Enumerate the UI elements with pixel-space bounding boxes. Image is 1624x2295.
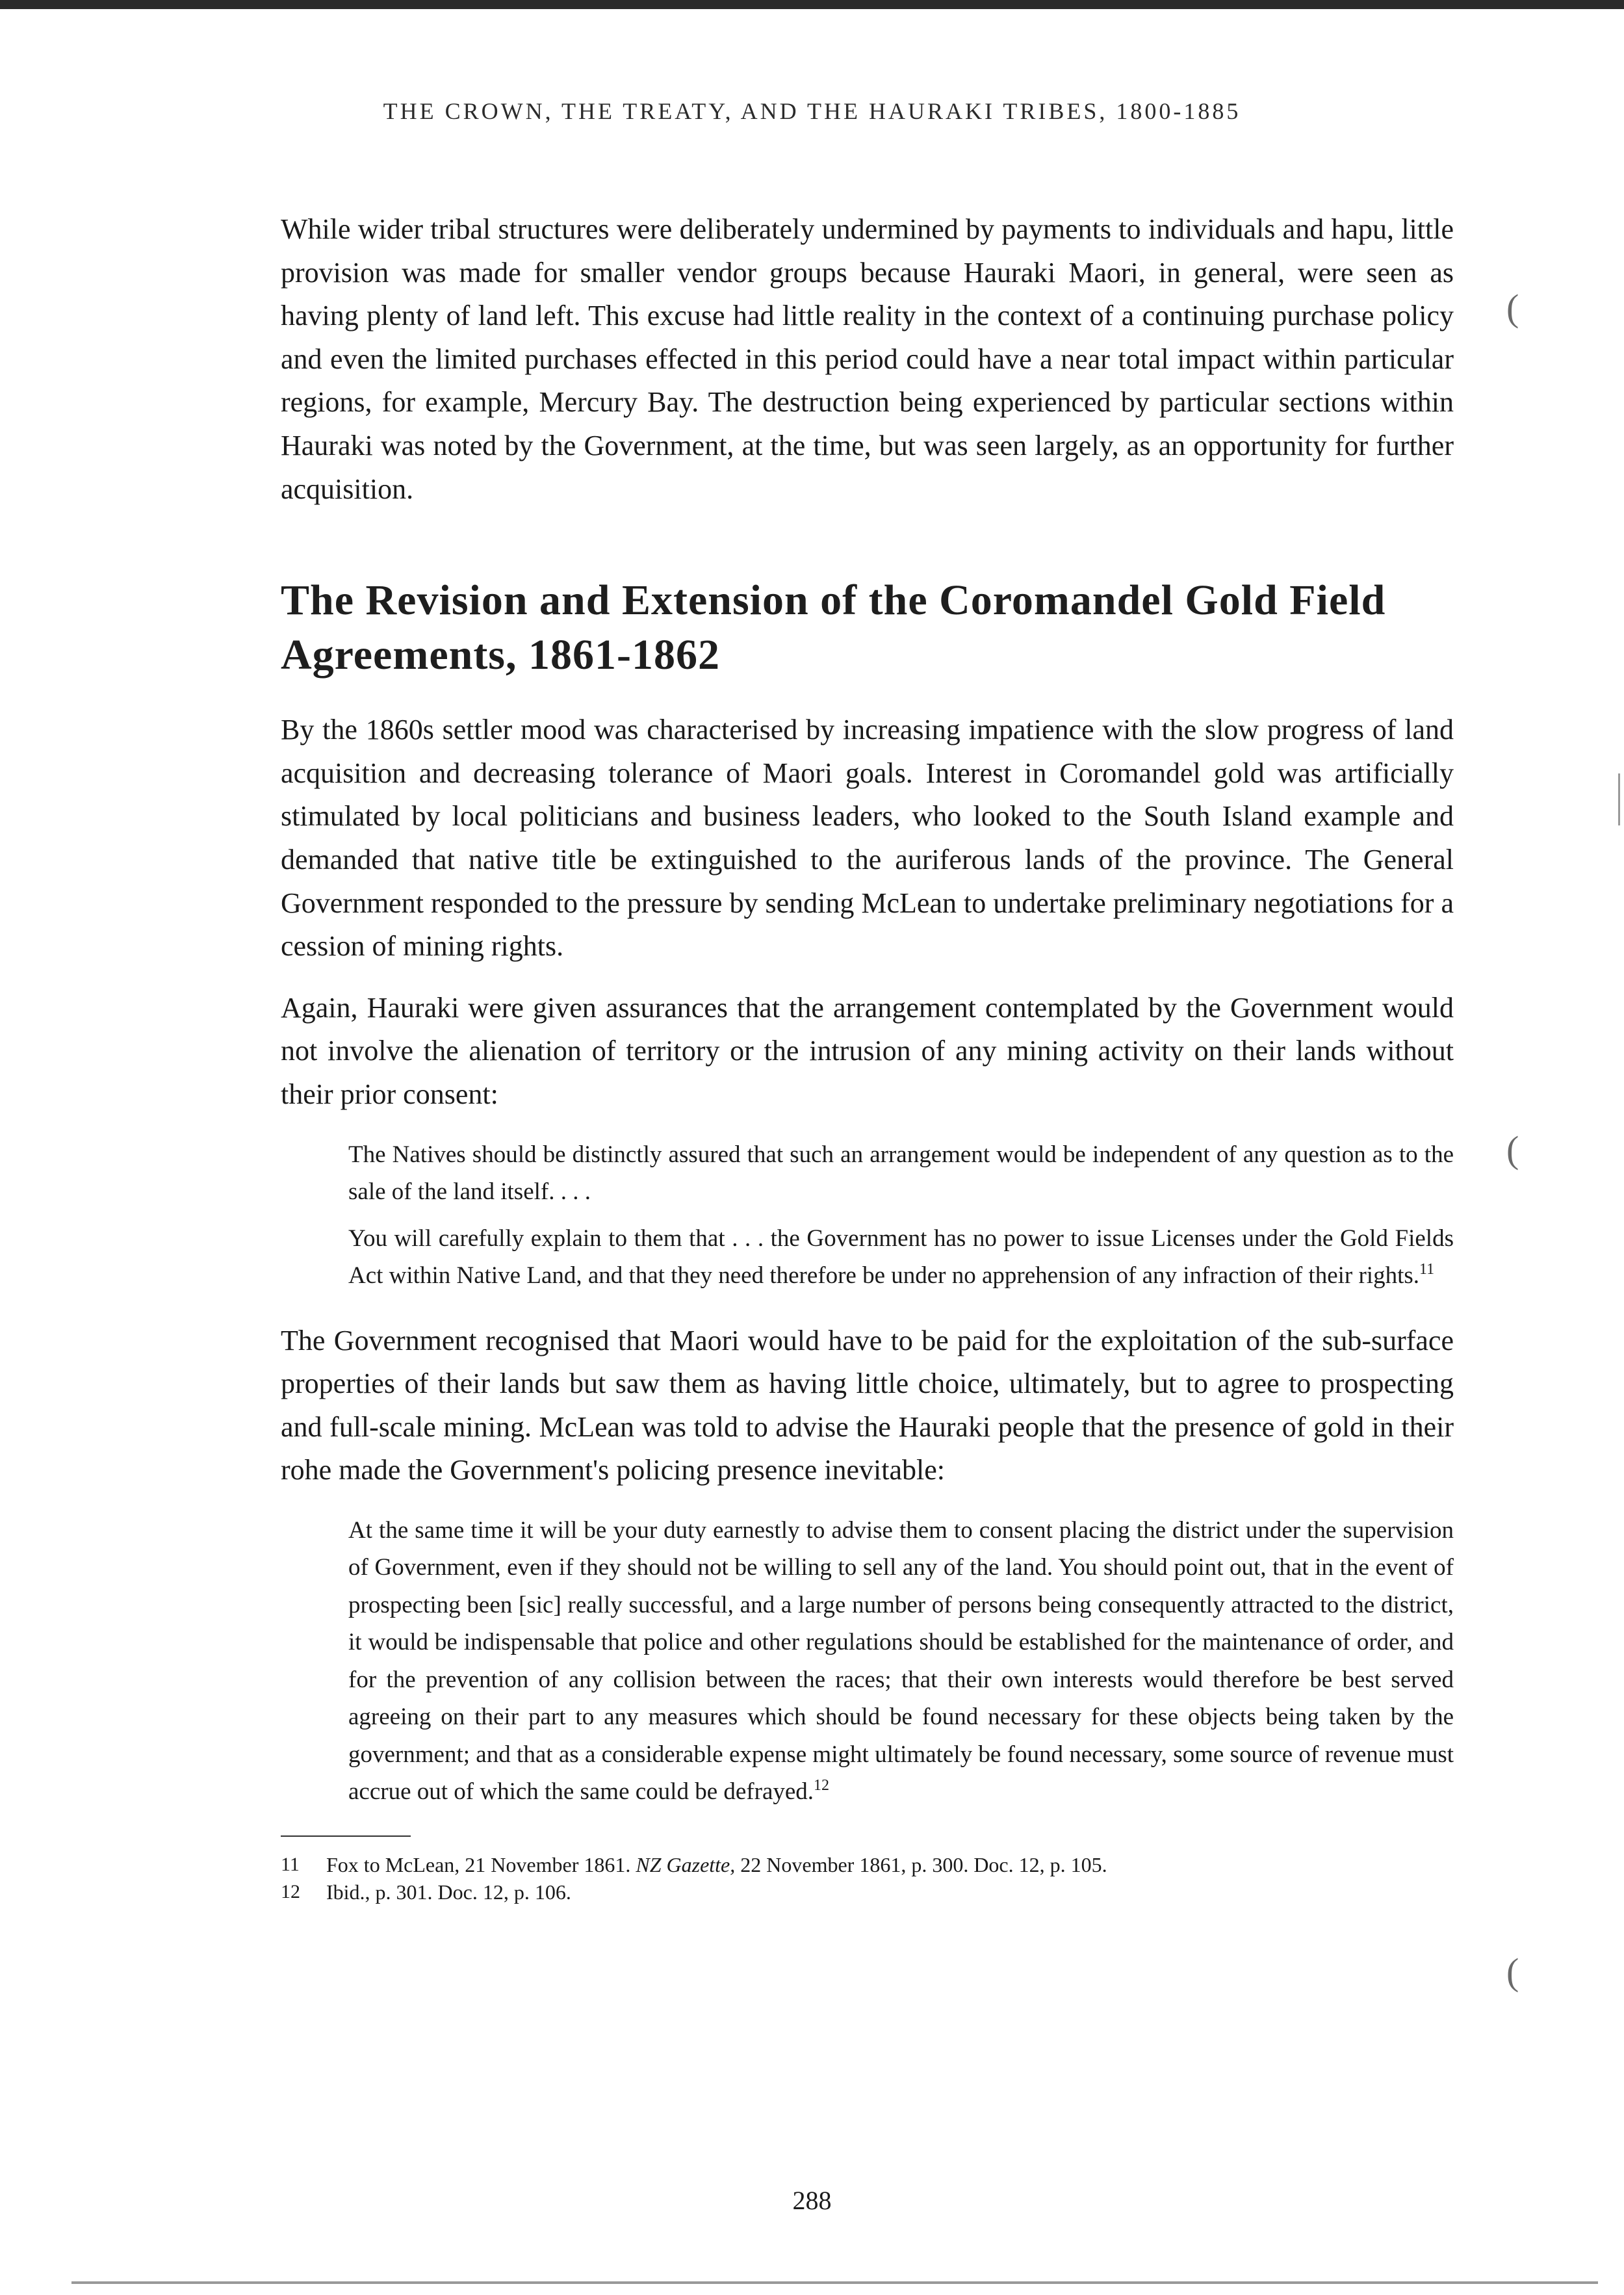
- quote-text: You will carefully explain to them that . . . the Government has no power to issue Licenses under the Gold Fields Act within Native Land, and that they need therefore be under no apprehension of any infraction of their rights.: [348, 1225, 1454, 1289]
- footnote-ref-12: 12: [814, 1777, 830, 1795]
- footnote-ref-11: 11: [1419, 1261, 1435, 1278]
- bottom-scan-border: [71, 2281, 1598, 2284]
- quote-paragraph-1: The Natives should be distinctly assured that such an arrangement would be independent of any question as to the sale of the land itself. . . .: [348, 1141, 1454, 1205]
- top-scan-border: [0, 0, 1624, 9]
- quote-paragraph-3: [348, 1512, 1454, 1811]
- paragraph-3: Again, Hauraki were given assurances that the arrangement contemplated by the Government would not involve the alienation of territory or the intrusion of any mining activity on their lands without their prior consent:: [281, 991, 1454, 1110]
- footnote-separator: [281, 1835, 411, 1837]
- page-number: 288: [792, 2186, 832, 2215]
- quote-paragraph-2: [348, 1220, 1454, 1295]
- block-quote-1: [281, 1136, 1454, 1295]
- margin-bracket-mark: (: [1506, 1128, 1519, 1171]
- paragraph-4: The Government recognised that Maori would have to be paid for the exploitation of the sub-surface properties of their lands but saw them as having little choice, ultimately, but to agree to prospecting and full-scale mining. McLean was told to advise the Hauraki people that the presence of gold in their rohe made the Government's policing presence inevitable:: [281, 1324, 1454, 1486]
- margin-bracket-mark: (: [1506, 1951, 1519, 1993]
- footnote-number: 11: [281, 1853, 300, 1875]
- footnote-text: Ibid., p. 301. Doc. 12, p. 106.: [326, 1880, 571, 1904]
- paragraph-2: By the 1860s settler mood was characterised by increasing impatience with the slow progress of land acquisition and decreasing tolerance of Maori goals. Interest in Coromandel gold was artificially stimulated by local politicians and business leaders, who looked to the South Island example and demanded that native title be extinguished to the auriferous lands of the province. The General Government responded to the pressure by sending McLean to undertake preliminary negotiations for a cession of mining rights.: [281, 714, 1454, 963]
- footnote-text: Fox to McLean, 21 November 1861. NZ Gazette, 22 November 1861, p. 300. Doc. 12, p. 105.: [326, 1852, 1107, 1876]
- section-heading: The Revision and Extension of the Coromandel Gold Field Agreements, 1861-1862: [281, 577, 1386, 679]
- footnote-12: [281, 1878, 1454, 1906]
- quote-text: At the same time it will be your duty earnestly to advise them to consent placing the district under the supervision of Government, even if they should not be willing to sell any of the land. You should point out, that in the event of prospecting been [sic] really successful, and a large number of persons being consequently attracted to the district, it would be indispensable that police and other regulations should be established for the maintenance of order, and for the prevention of any collision between the races; that their own interests would therefore be best served agreeing on their part to any measures which should be found necessary for these objects being taken by the government; and that as a considerable expense might ultimately be found necessary, some source of revenue must accrue out of which the same could be defrayed.: [348, 1516, 1454, 1806]
- scan-edge-mark: [1618, 773, 1620, 825]
- running-head: THE CROWN, THE TREATY, AND THE HAURAKI TRIBES, 1800-1885: [383, 98, 1241, 124]
- paragraph-1: While wider tribal structures were deliberately undermined by payments to individuals and hapu, little provision was made for smaller vendor groups because Hauraki Maori, in general, were seen as having plenty of land left. This excuse had little reality in the context of a continuing purchase policy and even the limited purchases effected in this period could have a near total impact within particular regions, for example, Mercury Bay. The destruction being experienced by particular sections within Hauraki was noted by the Government, at the time, but was seen largely, as an opportunity for further acquisition.: [281, 213, 1454, 505]
- footnote-11: [281, 1851, 1454, 1878]
- footnote-number: 12: [281, 1880, 300, 1902]
- page-content: [281, 208, 1454, 1906]
- margin-bracket-mark: (: [1506, 287, 1519, 329]
- block-quote-2: [281, 1512, 1454, 1811]
